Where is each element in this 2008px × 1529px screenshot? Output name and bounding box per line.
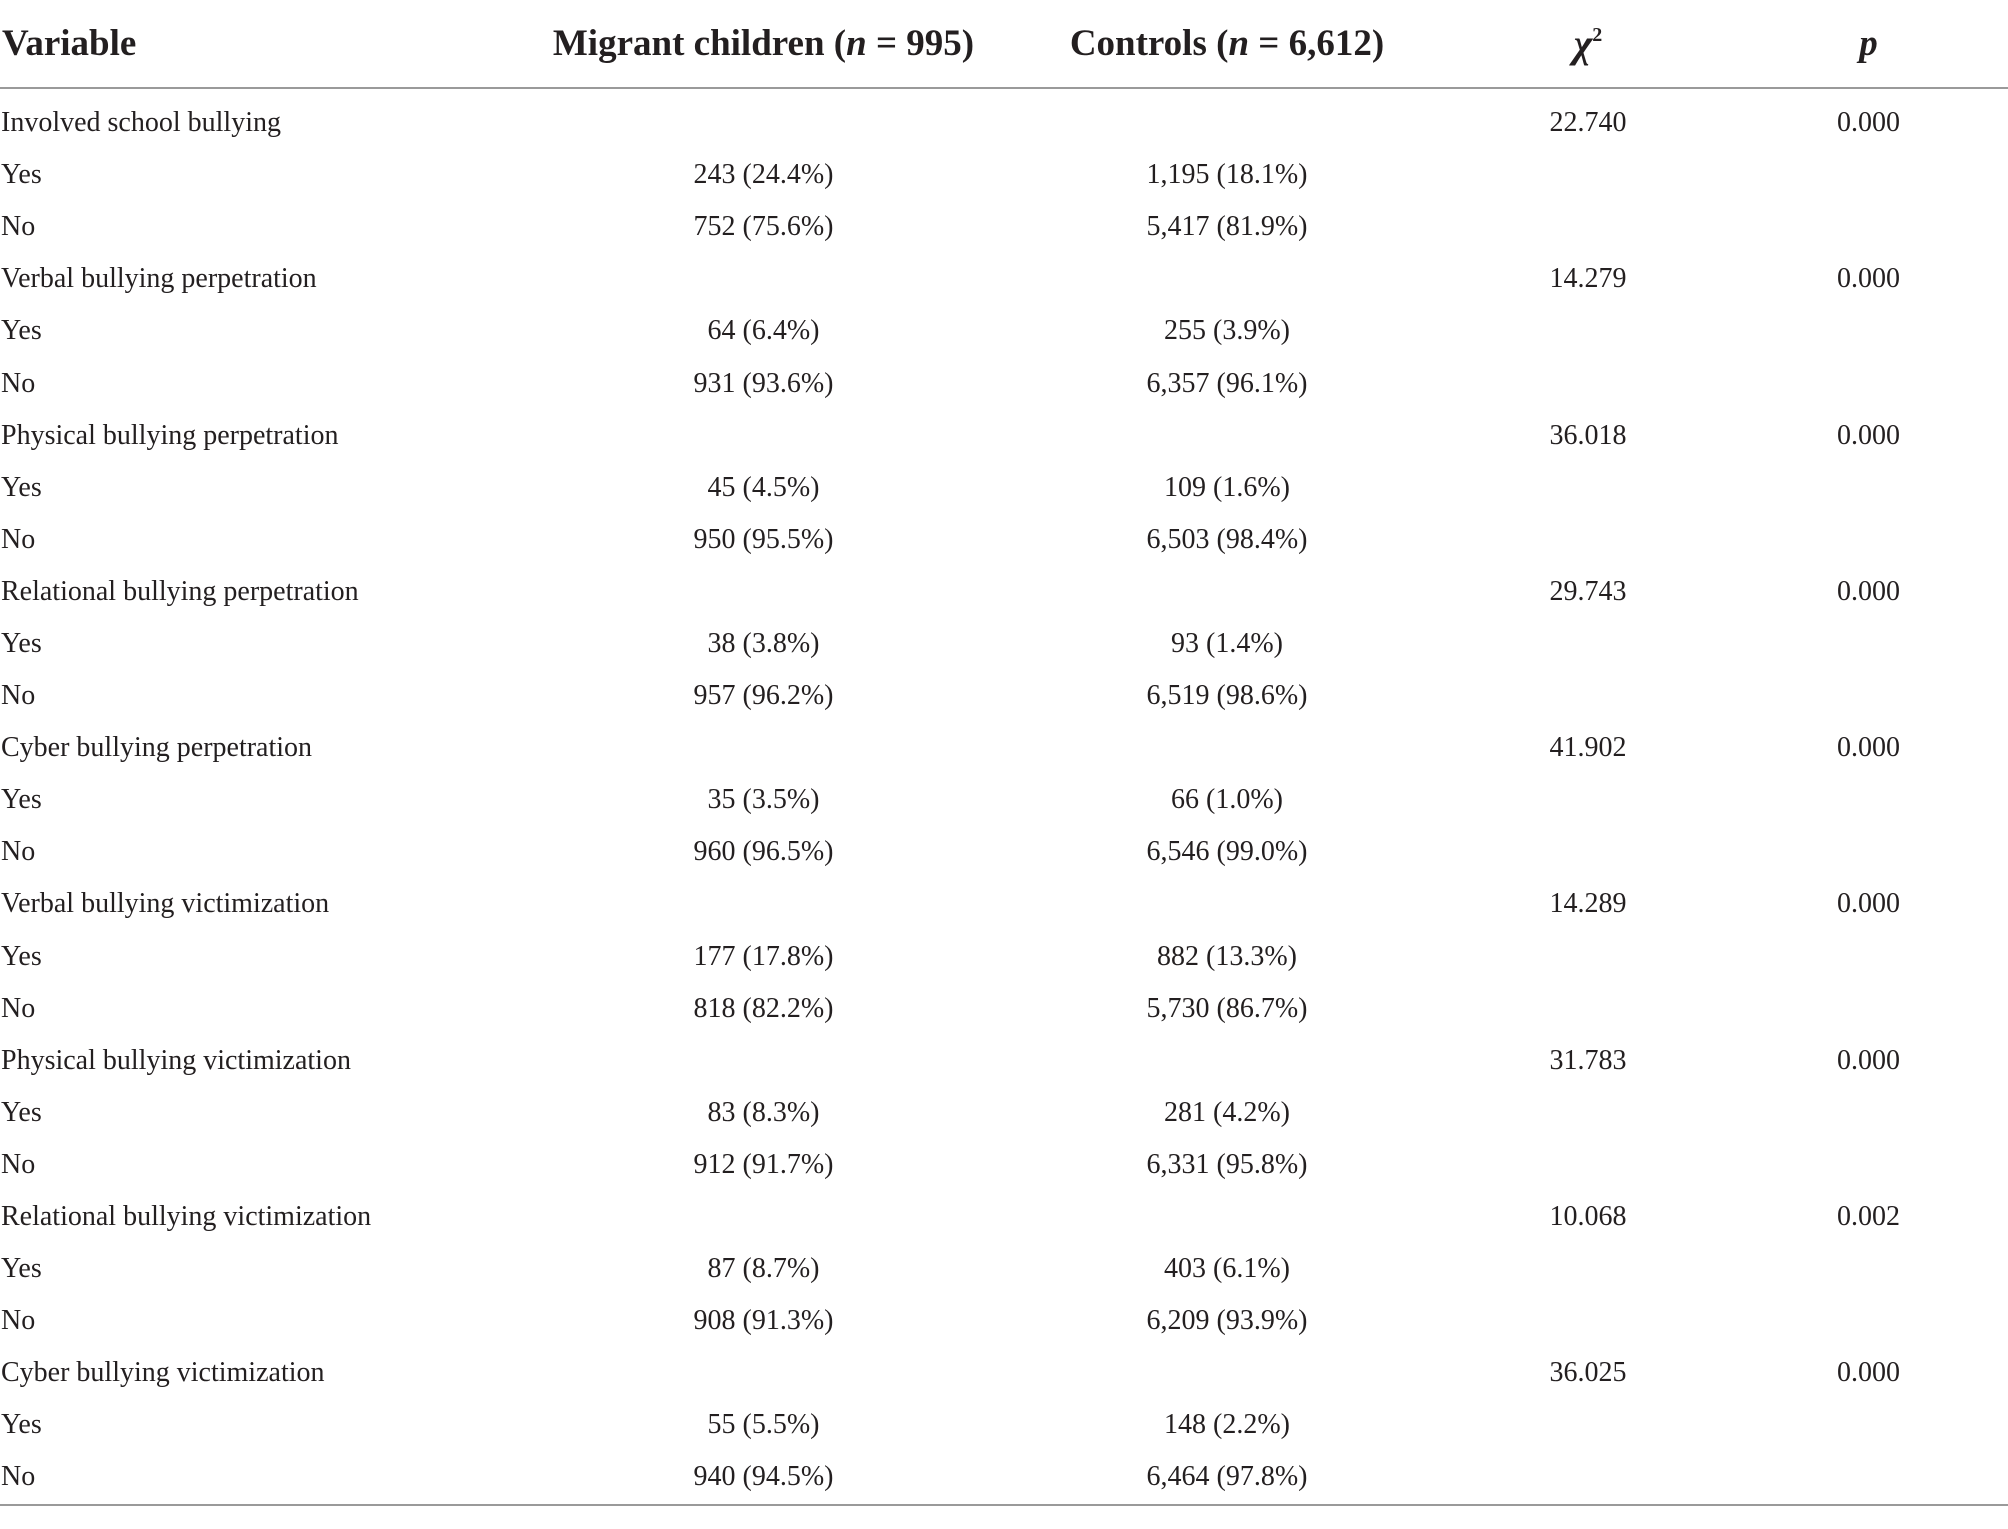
section-migrant-empty xyxy=(520,1035,1007,1087)
p-value-empty xyxy=(1729,983,2008,1035)
chi-square-value: 22.740 xyxy=(1549,107,1627,139)
migrant-children-value: 177 (17.8%) xyxy=(693,940,834,972)
table-row xyxy=(0,1295,2008,1347)
migrant-children-value: 83 (8.3%) xyxy=(707,1096,820,1128)
section-controls-empty xyxy=(1007,1035,1447,1087)
p-value: 0.000 xyxy=(1837,1357,1900,1389)
chi-square-empty xyxy=(1447,826,1729,878)
chi-square-empty xyxy=(1447,357,1729,409)
p-value: 0.000 xyxy=(1837,888,1900,920)
section-label: Physical bullying perpetration xyxy=(1,419,339,451)
row-label: Yes xyxy=(1,315,42,347)
section-label: Verbal bullying victimization xyxy=(1,888,330,920)
p-value-empty xyxy=(1729,931,2008,983)
row-label: No xyxy=(0,1451,520,1504)
row-label: Yes xyxy=(1,471,42,503)
chi-square-value: 29.743 xyxy=(1549,575,1627,607)
chi-square-empty xyxy=(1447,201,1729,253)
p-value-empty xyxy=(1729,826,2008,878)
controls-value: 255 (3.9%) xyxy=(1164,315,1290,347)
migrant-children-value: 243 (24.4%) xyxy=(693,159,834,191)
spacer-cell xyxy=(0,88,2008,97)
section-migrant-empty xyxy=(520,1347,1007,1399)
table-row-section xyxy=(0,566,2008,618)
p-value-empty xyxy=(1729,1243,2008,1295)
migrant-children-value: 960 (96.5%) xyxy=(693,836,834,868)
table-row-section xyxy=(0,253,2008,305)
p-value-empty xyxy=(1729,1087,2008,1139)
p-value-empty xyxy=(1729,618,2008,670)
chi-square-value: 14.289 xyxy=(1549,888,1627,920)
table-row xyxy=(0,983,2008,1035)
spacer-row xyxy=(0,88,2008,97)
header-controls xyxy=(1007,0,1447,88)
p-value: 0.000 xyxy=(1837,575,1900,607)
section-label: Cyber bullying victimization xyxy=(1,1357,325,1389)
migrant-children-value: 752 (75.6%) xyxy=(693,211,834,243)
p-value: 0.000 xyxy=(1837,419,1900,451)
migrant-children-value: 64 (6.4%) xyxy=(707,315,820,347)
row-label: No xyxy=(1,211,36,243)
controls-value: 882 (13.3%) xyxy=(1157,940,1297,972)
p-value-empty xyxy=(1729,1451,2008,1504)
section-controls-empty xyxy=(1007,253,1447,305)
chi-square-value: 41.902 xyxy=(1549,732,1627,764)
p-value-empty xyxy=(1729,1139,2008,1191)
section-migrant-empty xyxy=(520,566,1007,618)
p-value-empty xyxy=(1729,201,2008,253)
table-row xyxy=(0,670,2008,722)
p-value: 0.000 xyxy=(1837,732,1900,764)
section-controls-empty xyxy=(1007,878,1447,930)
controls-value: 6,209 (93.9%) xyxy=(1146,1305,1308,1337)
migrant-children-value: 55 (5.5%) xyxy=(707,1409,820,1441)
chi-square-empty xyxy=(1447,1399,1729,1451)
chi-square-value: 36.018 xyxy=(1549,419,1627,451)
controls-value: 6,357 (96.1%) xyxy=(1146,367,1308,399)
section-controls-empty xyxy=(1007,722,1447,774)
migrant-children-value: 950 (95.5%) xyxy=(693,523,834,555)
section-label: Involved school bullying xyxy=(1,107,281,139)
chi-square-empty xyxy=(1447,1087,1729,1139)
row-label: Yes xyxy=(1,1096,42,1128)
header-chi-symbol: χ xyxy=(1573,21,1593,66)
p-value-empty xyxy=(1729,357,2008,409)
table-row-section xyxy=(0,1035,2008,1087)
p-value-empty xyxy=(1729,305,2008,357)
section-migrant-empty xyxy=(520,410,1007,462)
header-migrant-children xyxy=(520,0,1007,88)
chi-square-empty xyxy=(1447,774,1729,826)
table-row-section xyxy=(0,722,2008,774)
controls-value: 6,519 (98.6%) xyxy=(1146,680,1308,712)
header-controls-label: Controls ( xyxy=(1069,23,1229,64)
controls-value: 281 (4.2%) xyxy=(1164,1096,1290,1128)
header-controls-n-symbol: n xyxy=(1228,23,1250,64)
chi-square-value: 31.783 xyxy=(1549,1044,1627,1076)
migrant-children-value: 931 (93.6%) xyxy=(693,367,834,399)
table-row xyxy=(0,1087,2008,1139)
row-label: Yes xyxy=(1,1253,42,1285)
chi-square-empty xyxy=(1447,462,1729,514)
section-controls-empty xyxy=(1007,410,1447,462)
table-row xyxy=(0,305,2008,357)
chi-square-empty xyxy=(1447,931,1729,983)
section-label: Physical bullying victimization xyxy=(1,1044,351,1076)
section-label: Verbal bullying perpetration xyxy=(1,263,317,295)
table-body xyxy=(0,88,2008,1505)
p-value-empty xyxy=(1729,1295,2008,1347)
table-header xyxy=(0,0,2008,88)
row-label: No xyxy=(1,680,36,712)
controls-value: 66 (1.0%) xyxy=(1171,784,1283,816)
controls-value: 1,195 (18.1%) xyxy=(1146,159,1308,191)
chi-square-value: 14.279 xyxy=(1549,263,1627,295)
p-value: 0.000 xyxy=(1837,1044,1900,1076)
section-migrant-empty xyxy=(520,97,1007,149)
p-value: 0.002 xyxy=(1837,1201,1900,1233)
table-row xyxy=(0,1243,2008,1295)
chi-square-empty xyxy=(1447,514,1729,566)
header-migrant-n-symbol: n xyxy=(846,23,867,64)
section-label: Cyber bullying perpetration xyxy=(1,732,313,764)
row-label: No xyxy=(1,367,36,399)
migrant-children-value: 912 (91.7%) xyxy=(693,1148,834,1180)
row-label: No xyxy=(1,836,36,868)
migrant-children-value: 38 (3.8%) xyxy=(707,627,820,659)
table-row-section xyxy=(0,878,2008,930)
section-controls-empty xyxy=(1007,1191,1447,1243)
table-row-section xyxy=(0,410,2008,462)
header-variable: Variable xyxy=(0,0,520,88)
migrant-children-value: 35 (3.5%) xyxy=(707,784,820,816)
chi-square-value: 10.068 xyxy=(1549,1201,1627,1233)
table-row-section xyxy=(0,1347,2008,1399)
controls-value: 6,503 (98.4%) xyxy=(1146,523,1308,555)
section-migrant-empty xyxy=(520,878,1007,930)
chi-square-empty xyxy=(1447,1451,1729,1504)
controls-value: 93 (1.4%) xyxy=(1171,627,1283,659)
table-row xyxy=(0,1451,2008,1504)
chi-square-empty xyxy=(1447,1139,1729,1191)
p-value: 0.000 xyxy=(1837,107,1900,139)
table-row xyxy=(0,1399,2008,1451)
table-row xyxy=(0,826,2008,878)
section-migrant-empty xyxy=(520,253,1007,305)
header-chi-square xyxy=(1447,0,1729,88)
p-value-empty xyxy=(1729,670,2008,722)
row-label: Yes xyxy=(1,1409,42,1441)
row-label: No xyxy=(1,1148,36,1180)
table-row xyxy=(0,931,2008,983)
section-migrant-empty xyxy=(520,1191,1007,1243)
chi-square-empty xyxy=(1447,983,1729,1035)
table-row xyxy=(0,618,2008,670)
table-row-section xyxy=(0,1191,2008,1243)
section-migrant-empty xyxy=(520,722,1007,774)
table-row xyxy=(0,774,2008,826)
section-controls-empty xyxy=(1007,97,1447,149)
table-row-section xyxy=(0,97,2008,149)
controls-value: 403 (6.1%) xyxy=(1164,1253,1290,1285)
controls-value: 109 (1.6%) xyxy=(1164,471,1290,503)
controls-value: 148 (2.2%) xyxy=(1164,1409,1290,1441)
table-row xyxy=(0,149,2008,201)
p-value-empty xyxy=(1729,462,2008,514)
controls-value: 5,730 (86.7%) xyxy=(1146,992,1308,1024)
chi-square-value: 36.025 xyxy=(1549,1357,1627,1389)
controls-value: 6,331 (95.8%) xyxy=(1146,1148,1308,1180)
header-migrant-label: Migrant children ( xyxy=(552,23,847,64)
header-controls-n-value: = 6,612) xyxy=(1249,23,1385,64)
section-controls-empty xyxy=(1007,1347,1447,1399)
row-label: No xyxy=(1,992,36,1024)
table-row xyxy=(0,462,2008,514)
p-value-empty xyxy=(1729,1399,2008,1451)
controls-value: 6,546 (99.0%) xyxy=(1146,836,1308,868)
p-value-empty xyxy=(1729,149,2008,201)
table-row xyxy=(0,514,2008,566)
chi-square-empty xyxy=(1447,149,1729,201)
header-chi-superscript: 2 xyxy=(1592,24,1603,46)
section-controls-empty xyxy=(1007,566,1447,618)
section-label: Relational bullying perpetration xyxy=(1,575,359,607)
migrant-children-value: 908 (91.3%) xyxy=(693,1305,834,1337)
chi-square-empty xyxy=(1447,618,1729,670)
migrant-children-value: 940 (94.5%) xyxy=(520,1451,1007,1504)
header-migrant-n-value: = 995) xyxy=(866,23,975,64)
row-label: Yes xyxy=(1,627,42,659)
row-label: No xyxy=(1,523,36,555)
row-label: Yes xyxy=(1,784,42,816)
row-label: Yes xyxy=(1,940,42,972)
chi-square-empty xyxy=(1447,1295,1729,1347)
migrant-children-value: 87 (8.7%) xyxy=(707,1253,820,1285)
chi-square-empty xyxy=(1447,670,1729,722)
header-p-value xyxy=(1729,0,2008,88)
table-row xyxy=(0,201,2008,253)
row-label: Yes xyxy=(1,159,42,191)
p-value: 0.000 xyxy=(1837,263,1900,295)
controls-value: 5,417 (81.9%) xyxy=(1146,211,1308,243)
row-label: No xyxy=(1,1305,36,1337)
p-value-empty xyxy=(1729,514,2008,566)
section-label: Relational bullying victimization xyxy=(1,1201,372,1233)
migrant-children-value: 818 (82.2%) xyxy=(693,992,834,1024)
header-row xyxy=(0,0,2008,88)
controls-value: 6,464 (97.8%) xyxy=(1007,1451,1447,1504)
chi-square-empty xyxy=(1447,305,1729,357)
migrant-children-value: 45 (4.5%) xyxy=(707,471,820,503)
p-value-empty xyxy=(1729,774,2008,826)
table-row xyxy=(0,1139,2008,1191)
chi-square-empty xyxy=(1447,1243,1729,1295)
table-row xyxy=(0,357,2008,409)
migrant-children-value: 957 (96.2%) xyxy=(693,680,834,712)
header-p-label: p xyxy=(1859,23,1878,64)
